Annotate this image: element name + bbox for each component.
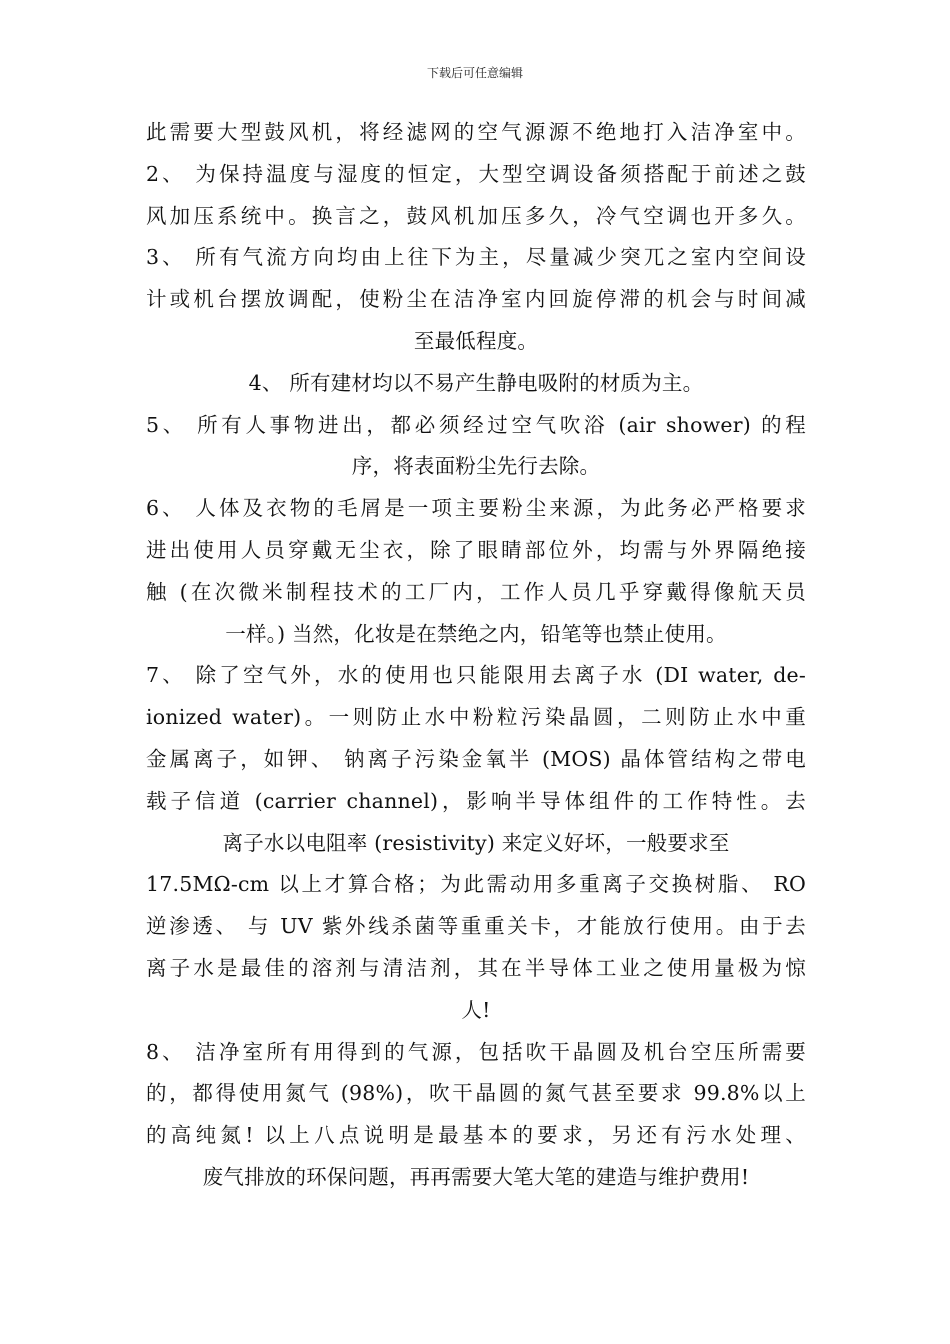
text-line: 的高纯氮! 以上八点说明是最基本的要求，另还有污水处理、 xyxy=(146,1123,806,1148)
text-line: 触 (在次微米制程技术的工厂内，工作人员几乎穿戴得像航天员 xyxy=(146,579,806,604)
text-line: 金属离子，如钾、 钠离子污染金氧半 (MOS) 晶体管结构之带电 xyxy=(146,746,806,771)
text-line: 风加压系统中。换言之，鼓风机加压多久，冷气空调也开多久。 xyxy=(146,203,806,228)
text-line: 5、 所有人事物进出，都必须经过空气吹浴 (air shower) 的程 xyxy=(146,412,806,437)
text-line: 此需要大型鼓风机，将经滤网的空气源源不绝地打入洁净室中。 xyxy=(146,120,806,144)
text-line: 载子信道 (carrier channel)，影响半导体组件的工作特性。去 xyxy=(146,788,806,813)
text-line: 6、 人体及衣物的毛屑是一项主要粉尘来源，为此务必严格要求 xyxy=(146,496,806,521)
text-line: 进出使用人员穿戴无尘衣，除了眼睛部位外，均需与外界隔绝接 xyxy=(146,537,806,562)
text-line: 17.5MΩ-cm 以上才算合格；为此需动用多重离子交换树脂、 RO xyxy=(146,872,806,897)
text-line: 人! xyxy=(461,997,491,1022)
text-line: 一样。) 当然，化妆是在禁绝之内，铅笔等也禁止使用。 xyxy=(225,621,727,646)
text-line: 8、 洁净室所有用得到的气源，包括吹干晶圆及机台空压所需要 xyxy=(146,1039,806,1064)
text-line: 至最低程度。 xyxy=(413,328,539,353)
page-header: 下载后可任意编辑 xyxy=(426,66,523,80)
text-line: 3、 所有气流方向均由上往下为主，尽量减少突兀之室内空间设 xyxy=(146,245,806,270)
text-line: 离子水以电阻率 (resistivity) 来定义好坏，一般要求至 xyxy=(222,830,730,855)
document-body xyxy=(146,112,806,1199)
text-line: 2、 为保持温度与湿度的恒定，大型空调设备须搭配于前述之鼓 xyxy=(146,161,806,186)
text-line: 4、 所有建材均以不易产生静电吸附的材质为主。 xyxy=(248,370,704,395)
text-line: 的，都得使用氮气 (98%)，吹干晶圆的氮气甚至要求 99.8%以上 xyxy=(146,1081,806,1106)
text-line: 序，将表面粉尘先行去除。 xyxy=(351,454,601,479)
text-line: ionized water)。一则防止水中粉粒污染晶圆，二则防止水中重 xyxy=(146,705,806,730)
text-line: 离子水是最佳的溶剂与清洁剂，其在半导体工业之使用量极为惊 xyxy=(146,955,806,980)
text-line: 逆渗透、 与 UV 紫外线杀菌等重重关卡，才能放行使用。由于去 xyxy=(146,914,806,939)
text-line: 计或机台摆放调配，使粉尘在洁净室内回旋停滞的机会与时间减 xyxy=(146,287,806,312)
text-line: 7、 除了空气外，水的使用也只能限用去离子水 (DI water, de- xyxy=(146,663,806,688)
text-line: 废气排放的环保问题，再再需要大笔大笔的建造与维护费用! xyxy=(202,1164,750,1189)
